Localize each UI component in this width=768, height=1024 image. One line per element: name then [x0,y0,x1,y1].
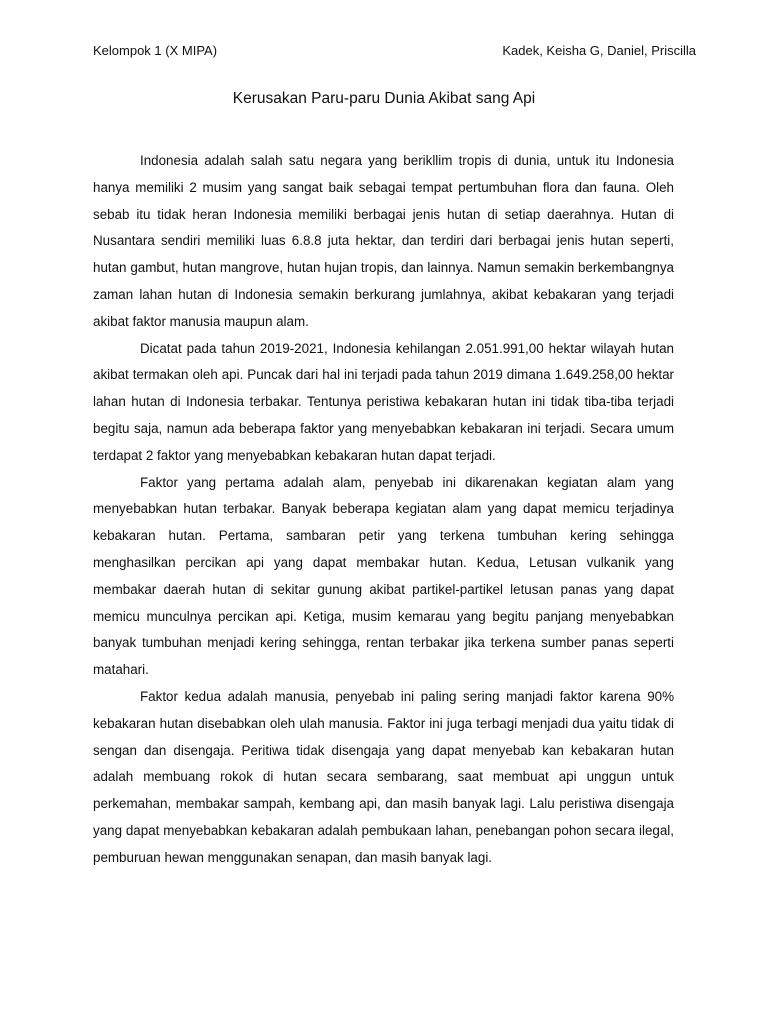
header-authors: Kadek, Keisha G, Daniel, Priscilla [502,43,696,58]
paragraph: Indonesia adalah salah satu negara yang berikllim tropis di dunia, untuk itu Indonesia hanya memiliki 2 musim yang sangat baik sebagai tempat pertumbuhan flora dan fauna. Oleh sebab itu tidak heran Indonesia memiliki berbagai jenis hutan di setiap daerahnya. Hutan di Nusantara sendiri memiliki luas 6.8.8 juta hektar, dan terdiri dari berbagai jenis hutan seperti, hutan gambut, hutan mangrove, hutan hujan tropis, dan lainnya. Namun semakin berkembangnya zaman lahan hutan di Indonesia semakin berkurang jumlahnya, akibat kebakaran yang terjadi akibat faktor manusia maupun alam. [93,153,674,329]
document-body [93,148,674,872]
paragraph: Faktor kedua adalah manusia, penyebab ini paling sering manjadi faktor karena 90% kebakaran hutan disebabkan oleh ulah manusia. Faktor ini juga terbagi menjadi dua yaitu tidak di sengan dan disengaja. Peritiwa tidak disengaja yang dapat menyebab kan kebakaran hutan adalah membuang rokok di hutan secara sembarang, saat membuat api unggun untuk perkemahan, membakar sampah, kembang api, dan masih banyak lagi. Lalu peristiwa disengaja yang dapat menyebabkan kebakaran adalah pembukaan lahan, penebangan pohon secara ilegal, pemburuan hewan menggunakan senapan, dan masih banyak lagi. [93,688,674,865]
document-title: Kerusakan Paru-paru Dunia Akibat sang Api [232,90,536,107]
header-group-label: Kelompok 1 (X MIPA) [93,43,218,58]
paragraph: Faktor yang pertama adalah alam, penyebab ini dikarenakan kegiatan alam yang menyebabkan hutan terbakar. Banyak beberapa kegiatan alam yang dapat memicu terjadinya kebakaran hutan. Pertama, sambaran petir yang terkena tumbuhan kering sehingga menghasilkan percikan api yang dapat membakar hutan. Kedua, Letusan vulkanik yang membakar daerah hutan di sekitar gunung akibat partikel-partikel letusan panas yang dapat memicu munculnya percikan api. Ketiga, musim kemarau yang begitu panjang menyebabkan banyak tumbuhan menjadi kering sehingga, rentan terbakar jika terkena sumber panas seperti matahari. [93,474,674,678]
paragraph: Dicatat pada tahun 2019-2021, Indonesia kehilangan 2.051.991,00 hektar wilayah hutan akibat termakan oleh api. Puncak dari hal ini terjadi pada tahun 2019 dimana 1.649.258,00 hektar lahan hutan di Indonesia terbakar. Tentunya peristiwa kebakaran hutan ini tidak tiba-tiba terjadi begitu saja, namun ada beberapa faktor yang menyebabkan kebakaran ini terjadi. Secara umum terdapat 2 faktor yang menyebabkan kebakaran hutan dapat terjadi. [93,340,674,463]
page-header [93,42,696,60]
